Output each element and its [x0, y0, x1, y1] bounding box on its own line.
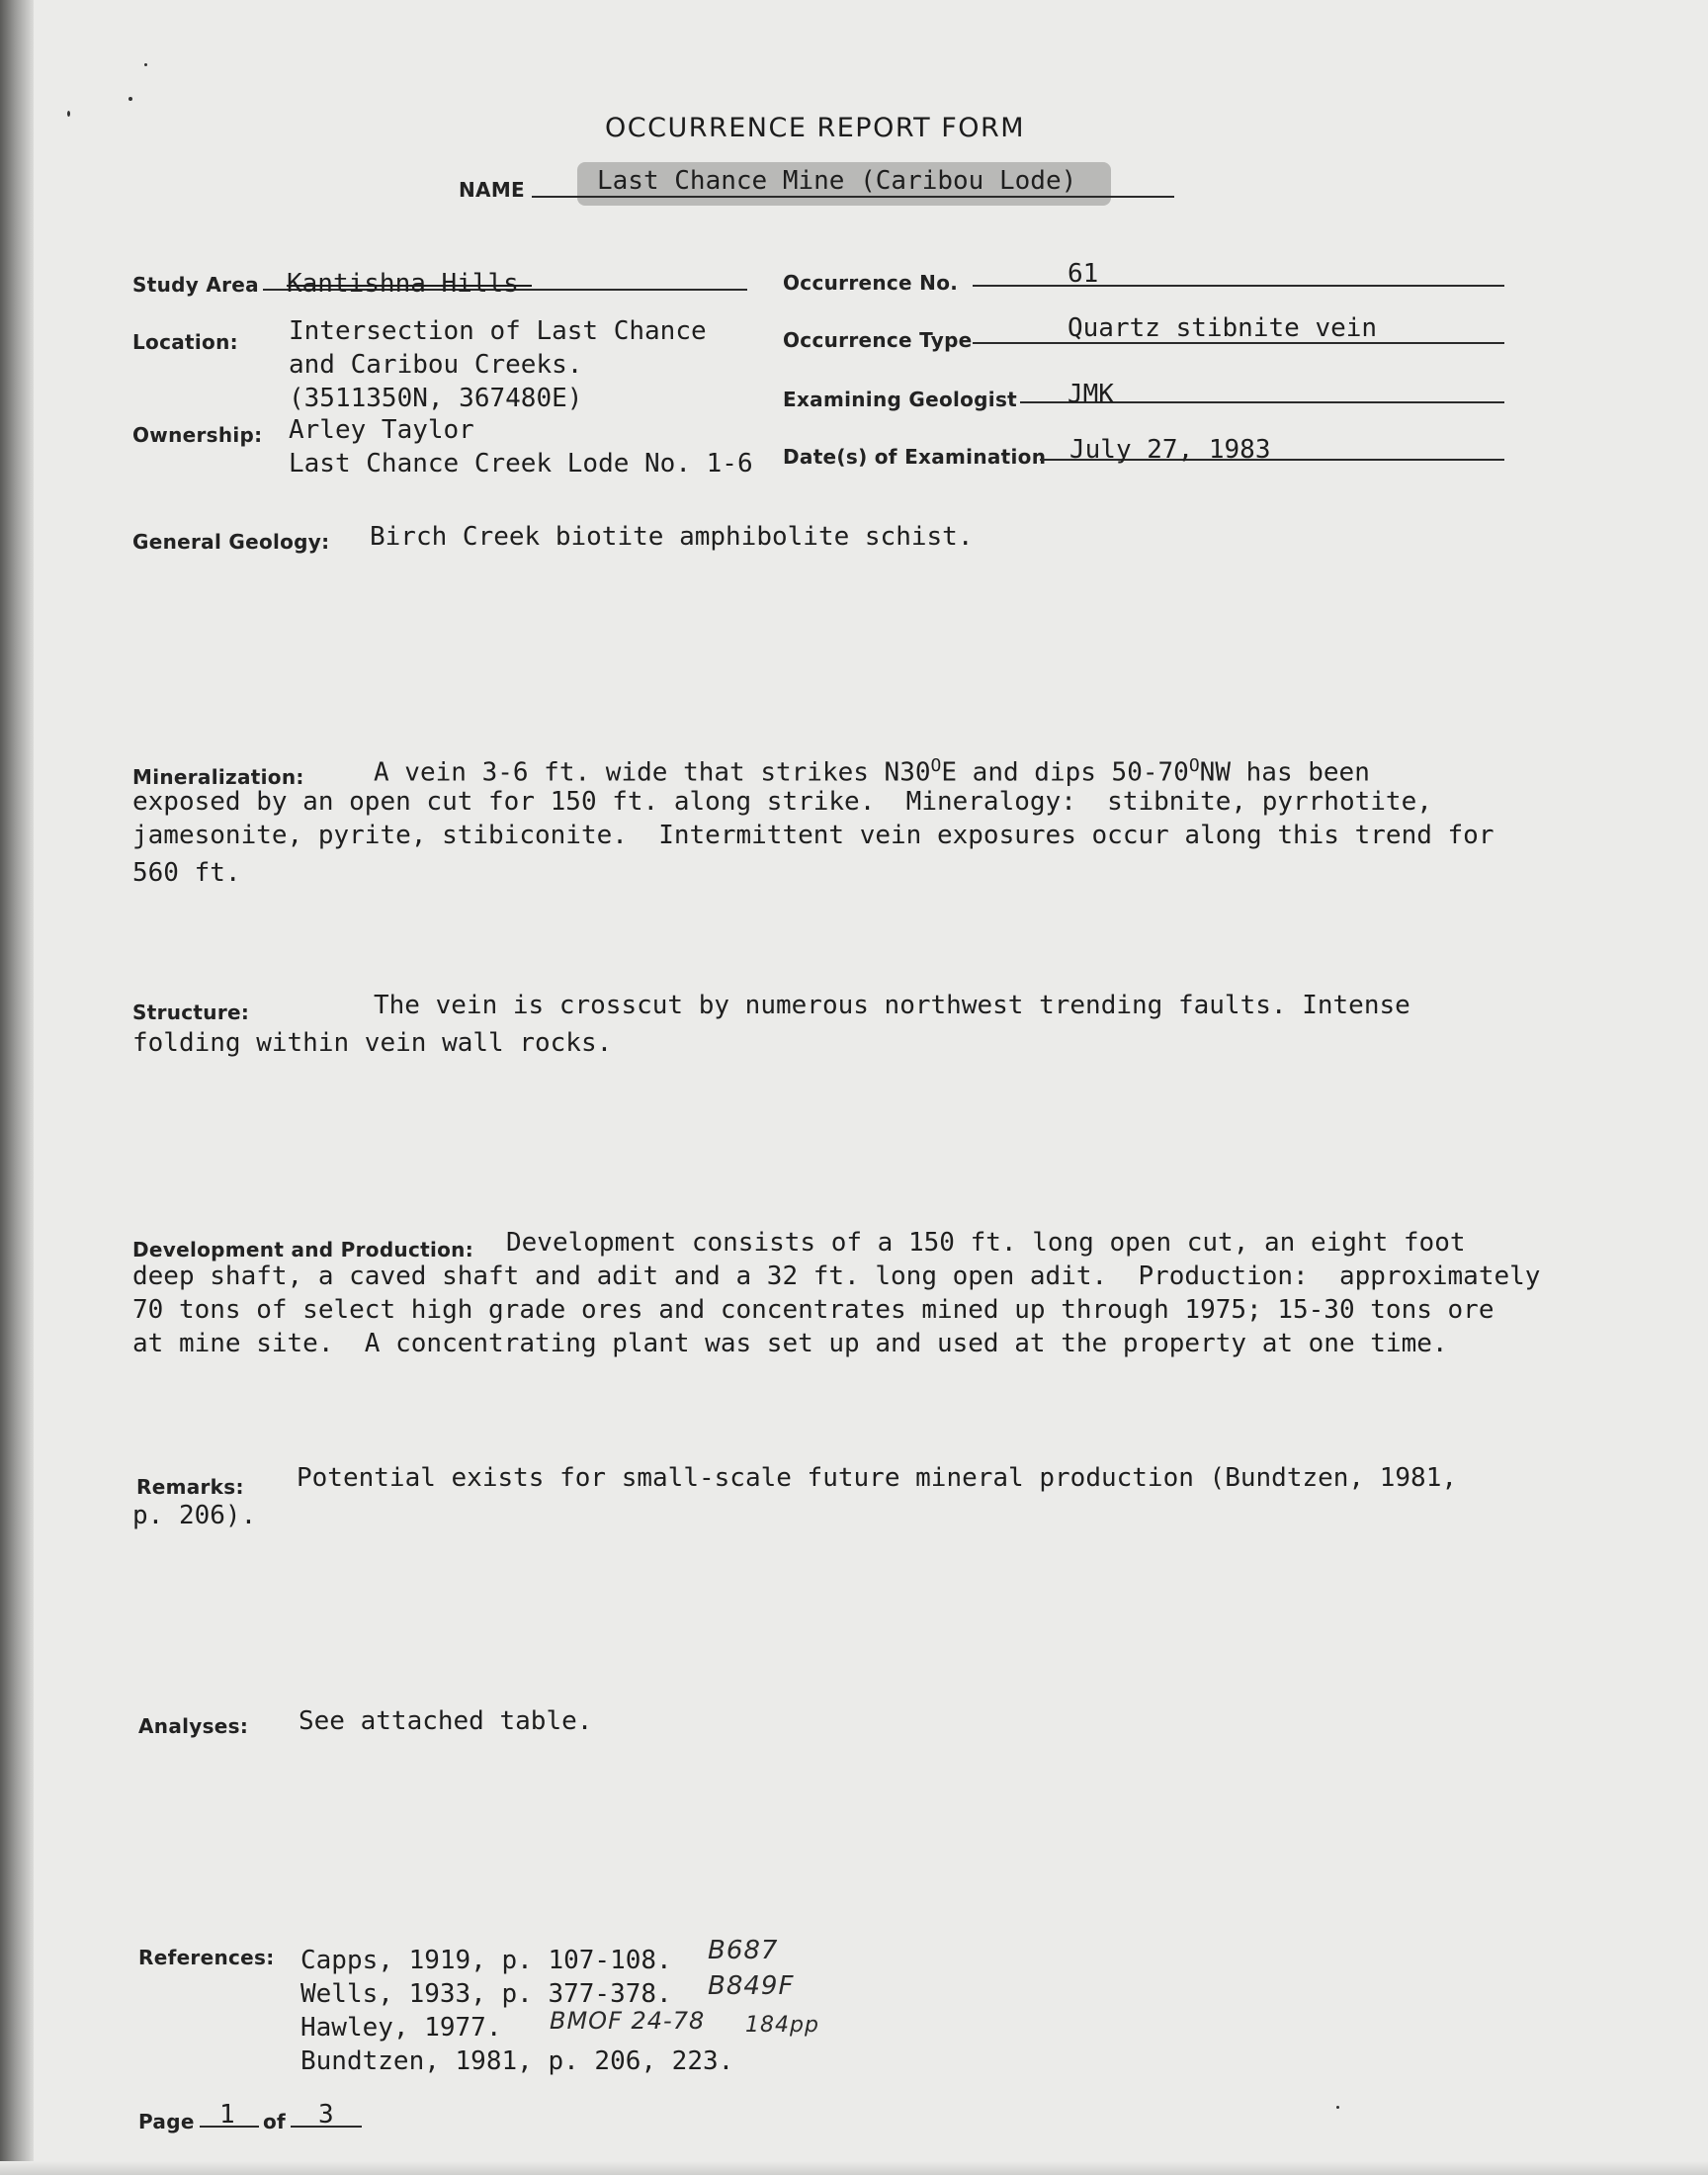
reference-1: Capps, 1919, p. 107-108. [300, 1946, 672, 1975]
remarks-line-1: Potential exists for small-scale future mineral production (Bundtzen, 1981, [297, 1463, 1457, 1493]
occurrence-type-value: Quartz stibnite vein [1068, 313, 1378, 343]
development-line-3: 70 tons of select high grade ores and concentrates mined up through 1975; 15-30 tons ore [132, 1295, 1494, 1325]
mineralization-line-2: exposed by an open cut for 150 ft. along strike. Mineralogy: stibnite, pyrrhotite, [132, 787, 1432, 817]
scan-speck [144, 63, 147, 66]
remarks-label: Remarks: [136, 1475, 244, 1499]
page-binding-edge [0, 0, 34, 2175]
location-line-1: Intersection of Last Chance [289, 316, 707, 346]
page-current: 1 [219, 2100, 235, 2130]
ownership-line-1: Arley Taylor [289, 415, 474, 445]
study-area-value: Kantishna Hills [287, 269, 519, 299]
reference-3: Hawley, 1977. [300, 2013, 502, 2043]
structure-line-2: folding within vein wall rocks. [132, 1028, 613, 1058]
analyses-label: Analyses: [138, 1714, 249, 1738]
location-label: Location: [132, 330, 238, 354]
analyses-text: See attached table. [299, 1706, 593, 1736]
page-total: 3 [318, 2100, 334, 2130]
handwritten-note-bmof: BMOF 24-78 [550, 2007, 706, 2035]
ownership-line-2: Last Chance Creek Lode No. 1-6 [289, 449, 753, 478]
handwritten-note-b687: B687 [708, 1936, 779, 1965]
structure-line-1: The vein is crosscut by numerous northwest trending faults. Intense [374, 991, 1410, 1020]
study-area-strikethrough [287, 285, 532, 287]
date-value: July 27, 1983 [1069, 435, 1271, 465]
structure-label: Structure: [132, 1000, 250, 1024]
mineralization-line-1 [374, 749, 1370, 790]
page-label: Page [138, 2110, 195, 2133]
mineralization-line-1a: A vein 3-6 ft. wide that strikes N30 [374, 757, 931, 788]
mineralization-line-3: jamesonite, pyrite, stibiconite. Intermittent vein exposures occur along this trend for [132, 821, 1494, 850]
development-line-4: at mine site. A concentrating plant was set up and used at the property at one time. [132, 1329, 1448, 1358]
reference-4: Bundtzen, 1981, p. 206, 223. [300, 2046, 734, 2076]
mineralization-line-4: 560 ft. [132, 858, 241, 888]
development-line-1: Development consists of a 150 ft. long open cut, an eight foot [506, 1228, 1466, 1258]
degree-mark: O [1188, 755, 1200, 776]
development-production-label: Development and Production: [132, 1238, 474, 1262]
of-label: of [263, 2110, 287, 2133]
page-bottom-edge [0, 2161, 1708, 2175]
general-geology-label: General Geology: [132, 530, 330, 554]
study-area-label: Study Area [132, 273, 259, 297]
degree-mark: O [930, 755, 942, 776]
examining-geologist-label: Examining Geologist [783, 388, 1018, 411]
reference-2: Wells, 1933, p. 377-378. [300, 1979, 672, 2009]
mineralization-line-1b: E and dips 50-70 [941, 757, 1189, 788]
occurrence-type-label: Occurrence Type [783, 328, 973, 352]
date-of-examination-label: Date(s) of Examination [783, 445, 1047, 469]
examining-geologist-value: JMK [1068, 380, 1114, 409]
occurrence-no-label: Occurrence No. [783, 271, 959, 295]
scan-speck [1336, 2106, 1339, 2109]
remarks-line-2: p. 206). [132, 1501, 257, 1530]
scan-speck [67, 111, 70, 117]
development-line-2: deep shaft, a caved shaft and adit and a 32 ft. long open adit. Production: approximately [132, 1262, 1541, 1291]
scan-speck [128, 97, 132, 101]
handwritten-note-b849f: B849F [708, 1971, 795, 2001]
location-line-2: and Caribou Creeks. [289, 350, 583, 380]
form-title: OCCURRENCE REPORT FORM [605, 113, 1026, 143]
occurrence-no-value: 61 [1068, 259, 1099, 289]
handwritten-note-pages: 184pp [745, 2013, 819, 2038]
name-label: NAME [459, 178, 525, 202]
location-line-3: (3511350N, 367480E) [289, 384, 583, 413]
ownership-label: Ownership: [132, 423, 263, 447]
mineralization-label: Mineralization: [132, 765, 304, 789]
name-value: Last Chance Mine (Caribou Lode) [597, 166, 1077, 196]
mineralization-line-1c: NW has been [1199, 757, 1370, 788]
occurrence-no-underline [973, 285, 1504, 287]
general-geology-text: Birch Creek biotite amphibolite schist. [370, 522, 974, 552]
references-label: References: [138, 1946, 275, 1969]
